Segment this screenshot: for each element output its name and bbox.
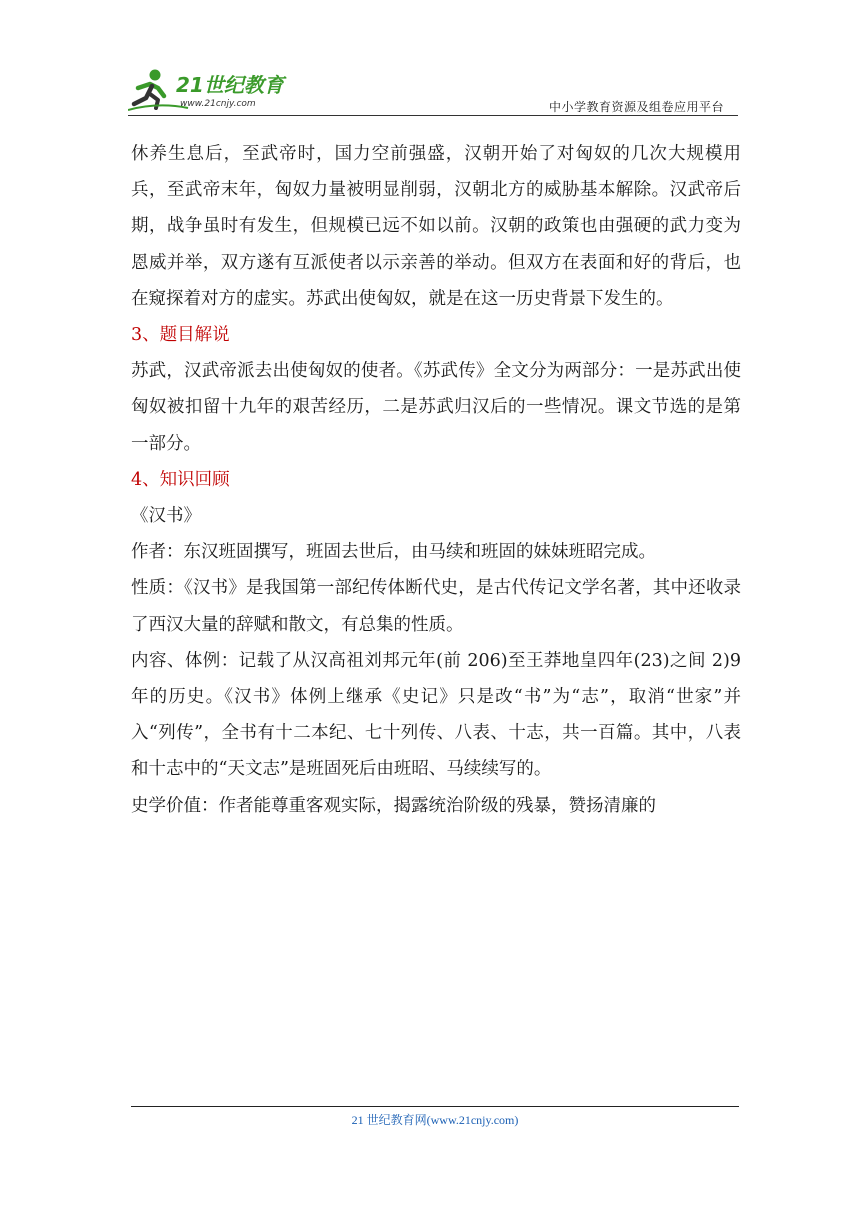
paragraph: 作者：东汉班固撰写，班固去世后，由马续和班固的妹妹班昭完成。 [131, 542, 656, 563]
paragraph: 性质：《汉书》是我国第一部纪传体断代史，是古代传记文学名著，其中还收录了西汉大量的辞赋和散文，有总集的性质。 [131, 578, 741, 635]
book-title: 《汉书》 [131, 506, 201, 527]
section-heading: 4、知识回顾 [131, 469, 230, 490]
paragraph: 休养生息后，至武帝时，国力空前强盛，汉朝开始了对匈奴的几次大规模用兵，至武帝末年，匈奴力量被明显削弱，汉朝北方的威胁基本解除。汉武帝后期，战争虽时有发生，但规模已远不如以前。汉朝的政策也由强硬的武力变为恩威并举，双方遂有互派使者以示亲善的举动。但双方在表面和好的背后，也在窥探着对方的虚实。苏武出使匈奴，就是在这一历史背景下发生的。 [131, 144, 741, 309]
platform-label: 中小学教育资源及组卷应用平台 [548, 100, 724, 114]
footer-link[interactable]: 21 世纪教育网(www.21cnjy.com) [351, 1113, 519, 1127]
paragraph: 苏武，汉武帝派去出使匈奴的使者。《苏武传》全文分为两部分：一是苏武出使匈奴被扣留十九年的艰苦经历，二是苏武归汉后的一些情况。课文节选的是第一部分。 [131, 361, 741, 454]
footer-divider [131, 1106, 739, 1107]
document-body [131, 136, 741, 824]
logo-url: www.21cnjy.com [180, 99, 256, 109]
paragraph: 史学价值：作者能尊重客观实际，揭露统治阶级的残暴，赞扬清廉的 [131, 795, 656, 816]
logo [128, 66, 298, 112]
paragraph: 内容、体例：记载了从汉高祖刘邦元年(前 206)至王莽地皇四年(23)之间 2)9 年的历史。《汉书》体例上继承《史记》只是改“书”为“志”，取消“世家”并入“列传”，全书有十二本纪、七十列传、八表、十志，共一百篇。其中，八表和十志中的“天文志”是班固死后由班昭、马续续写的。 [131, 650, 741, 780]
logo-text: 21世纪教育 [176, 73, 284, 97]
section-heading: 3、题目解说 [131, 325, 230, 346]
page-header [128, 62, 738, 118]
header-divider [128, 115, 738, 116]
